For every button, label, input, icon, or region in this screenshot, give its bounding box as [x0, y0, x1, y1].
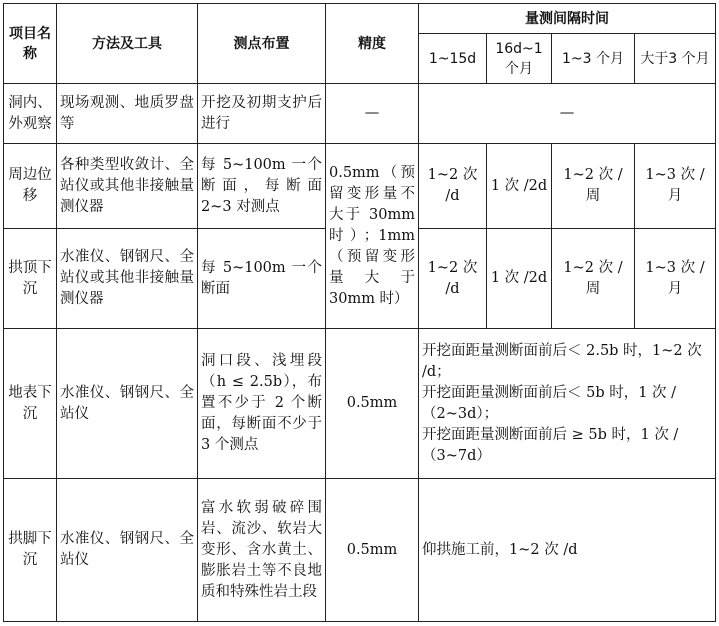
header-period-4: 大于3 个月 [635, 34, 716, 84]
row-period-3: 1~2 次 / 周 [552, 229, 635, 329]
row-layout: 洞口段、浅埋段（h ≤ 2.5b），布置不少于 2 个断面，每断面不少于 3 个测点 [198, 329, 326, 479]
row-interval: 仰拱施工前，1~2 次 /d [419, 479, 716, 622]
row-item: 洞内、外观察 [4, 84, 57, 144]
header-period-3: 1~3 个月 [552, 34, 635, 84]
shared-precision: 0.5mm（预留变形量不大于 30mm 时）；1mm（预留变形量大于 30mm 时） [326, 144, 419, 329]
row-method: 水准仪、钢钢尺、全站仪 [57, 329, 198, 479]
interval-line-2: 开挖面距量测断面前后＜ 5b 时，1 次 /（2~3d）； [422, 384, 677, 422]
row-period-2: 1 次 /2d [487, 144, 552, 229]
row-method: 各种类型收敛计、全站仪或其他非接触量测仪器 [57, 144, 198, 229]
header-layout: 测点布置 [198, 4, 326, 84]
row-interval [419, 329, 716, 479]
table-row [4, 84, 716, 144]
header-period-1: 1~15d [419, 34, 487, 84]
table-row [4, 144, 716, 229]
row-period-4: 1~3 次 / 月 [635, 229, 716, 329]
row-item: 拱脚下沉 [4, 479, 57, 622]
row-layout: 开挖及初期支护后进行 [198, 84, 326, 144]
header-precision: 精度 [326, 4, 419, 84]
row-item: 地表下沉 [4, 329, 57, 479]
row-method: 现场观测、地质罗盘等 [57, 84, 198, 144]
row-layout: 每 5~100m 一个断面 [198, 229, 326, 329]
row-precision: 0.5mm [326, 479, 419, 622]
header-item: 项目名称 [4, 4, 57, 84]
table-row [4, 329, 716, 479]
header-interval: 量测间隔时间 [419, 4, 716, 34]
row-layout: 富水软弱破碎围岩、流沙、软岩大变形、含水黄土、膨胀岩土等不良地质和特殊性岩土段 [198, 479, 326, 622]
row-precision: — [326, 84, 419, 144]
interval-line-3: 开挖面距量测断面前后 ≥ 5b 时，1 次 /（3~7d） [422, 426, 679, 464]
table-row [4, 479, 716, 622]
row-period-2: 1 次 /2d [487, 229, 552, 329]
row-period-3: 1~2 次 / 周 [552, 144, 635, 229]
header-method: 方法及工具 [57, 4, 198, 84]
monitoring-table [3, 3, 716, 622]
interval-line-1: 开挖面距量测断面前后＜ 2.5b 时，1~2 次 /d； [422, 342, 702, 380]
row-period-4: 1~3 次 / 月 [635, 144, 716, 229]
row-item: 拱顶下沉 [4, 229, 57, 329]
row-period-1: 1~2 次 /d [419, 229, 487, 329]
row-period-1: 1~2 次 /d [419, 144, 487, 229]
row-method: 水准仪、钢钢尺、全站仪或其他非接触量测仪器 [57, 229, 198, 329]
header-period-2: 16d~1个月 [487, 34, 552, 84]
row-method: 水准仪、钢钢尺、全站仪 [57, 479, 198, 622]
row-layout: 每 5~100m 一个断面，每断面 2~3 对测点 [198, 144, 326, 229]
row-interval: — [419, 84, 716, 144]
row-precision: 0.5mm [326, 329, 419, 479]
row-item: 周边位移 [4, 144, 57, 229]
